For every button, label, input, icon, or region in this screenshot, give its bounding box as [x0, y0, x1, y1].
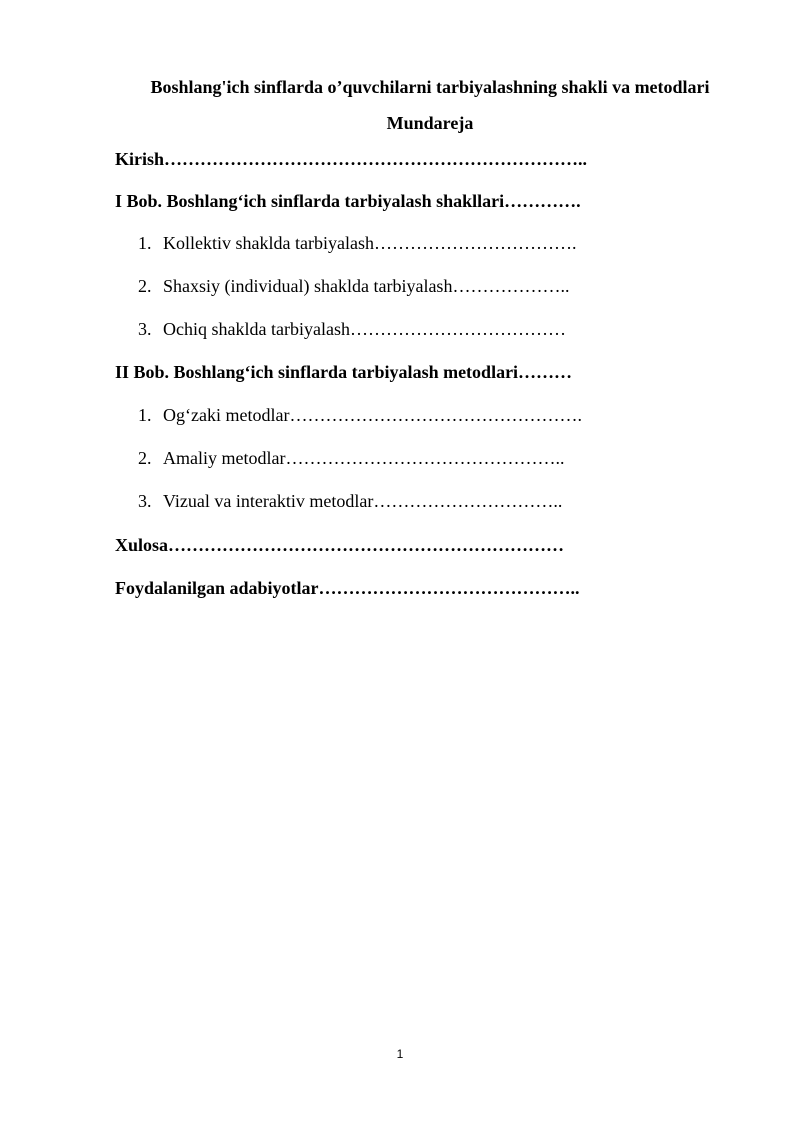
list-number: 1.	[138, 405, 152, 425]
document-title: Boshlang'ich sinflarda o’quvchilarni tarbiyalashning shakli va metodlari	[150, 77, 710, 97]
list-item-text: Amaliy metodlar………………………………………..	[163, 448, 565, 468]
toc-chapter-2-item-3	[138, 490, 562, 512]
page-number: 1	[396, 1047, 404, 1061]
list-item-text: Kollektiv shaklda tarbiyalash…………………………….	[163, 233, 577, 253]
list-item-text: Og‘zaki metodlar………………………………………….	[163, 405, 582, 425]
list-item-text: Vizual va interaktiv metodlar…………………………..	[163, 491, 563, 511]
toc-heading: Mundareja	[386, 113, 474, 133]
list-number: 3.	[138, 491, 152, 511]
toc-chapter-2-item-2	[138, 447, 564, 469]
toc-entry-adabiyotlar: Foydalanilgan adabiyotlar……………………………………..	[115, 578, 580, 598]
toc-chapter-2-item-1	[138, 404, 582, 426]
toc-entry-xulosa: Xulosa…………………………………………………………	[115, 535, 565, 555]
toc-entry-kirish: Kirish……………………………………………………………..	[115, 149, 588, 169]
toc-chapter-2-heading: II Bob. Boshlang‘ich sinflarda tarbiyalash metodlari………	[115, 362, 573, 382]
list-item-text: Ochiq shaklda tarbiyalash………………………………	[163, 319, 566, 339]
list-number: 3.	[138, 319, 152, 339]
toc-chapter-1-item-3	[138, 318, 566, 340]
list-item-text: Shaxsiy (individual) shaklda tarbiyalash………………..	[163, 276, 570, 296]
toc-chapter-1-item-1	[138, 232, 576, 254]
list-number: 2.	[138, 448, 152, 468]
toc-chapter-1-heading: I Bob. Boshlang‘ich sinflarda tarbiyalash shakllari………….	[115, 191, 581, 211]
list-number: 1.	[138, 233, 152, 253]
toc-chapter-1-item-2	[138, 275, 569, 297]
list-number: 2.	[138, 276, 152, 296]
